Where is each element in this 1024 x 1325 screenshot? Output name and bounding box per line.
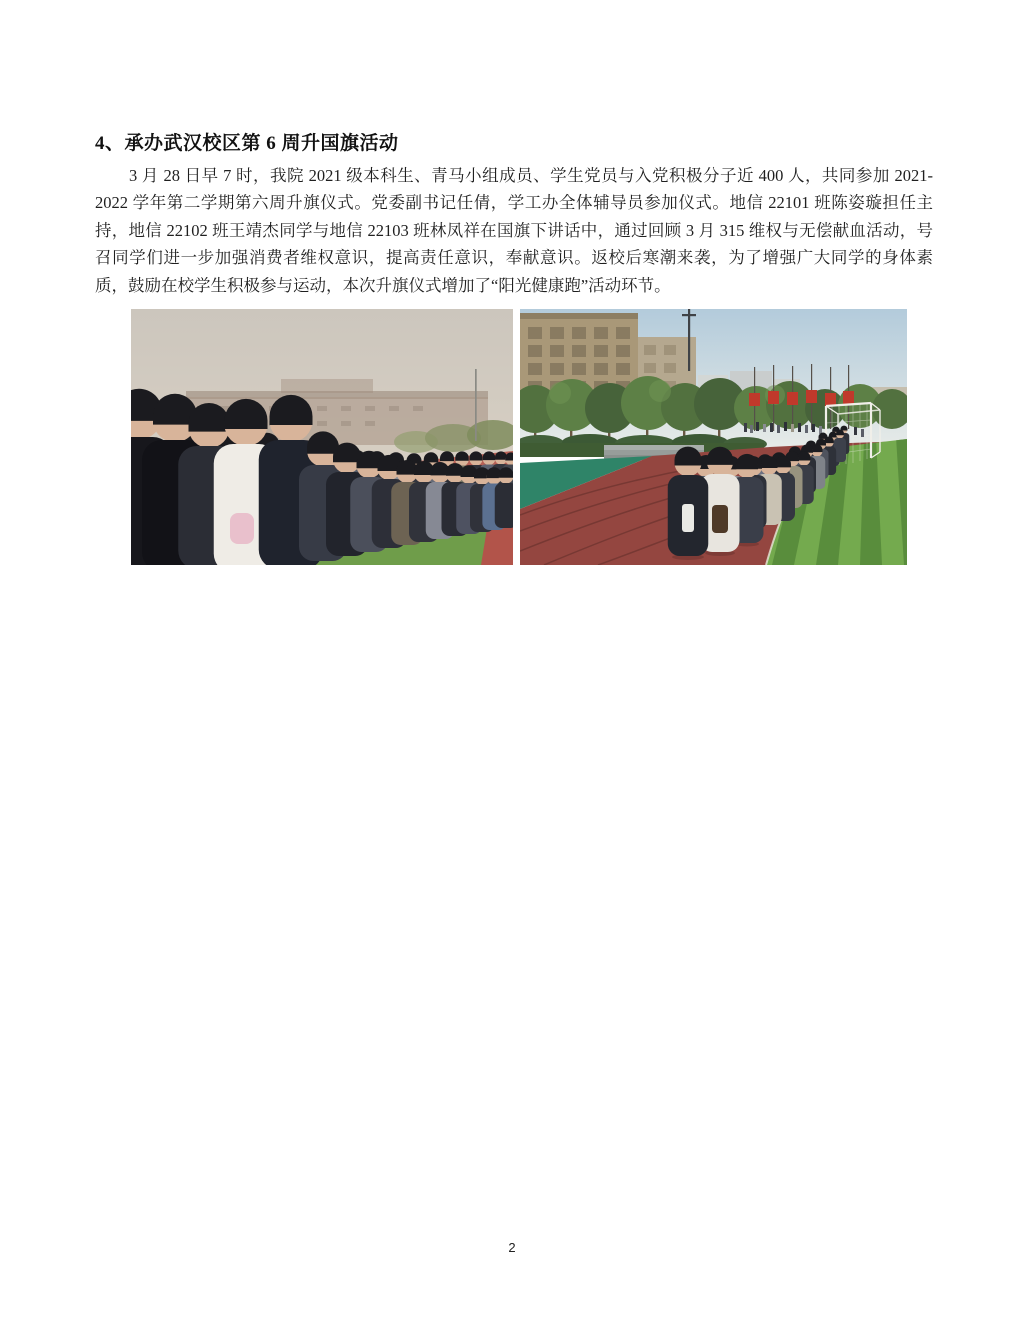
- body-paragraph: 3 月 28 日早 7 时，我院 2021 级本科生、青马小组成员、学生党员与入党积极分子近 400 人，共同参加 2021-2022 学年第二学期第六周升旗仪式。党委副书记任倩，学工办全体辅导员参加仪式。地信 22101 班陈姿璇担任主持，地信 22102 班王靖杰同学与地信 22103 班林凤祥在国旗下讲话中，通过回顾 3 月 315 维权与无偿献血活动，号召同学们进一步加强消费者维权意识，提高责任意识，奉献意识。返校后寒潮来袭，为了增强广大同学的身体素质，鼓励在校学生积极参与运动，本次升旗仪式增加了“阳光健康跑”活动环节。: [95, 166, 933, 295]
- page-number: 2: [508, 1240, 516, 1255]
- light-pole: [475, 369, 477, 441]
- section-heading: 4、承办武汉校区第 6 周升国旗活动: [95, 133, 399, 154]
- flag-ceremony-photo: [131, 309, 513, 565]
- brown-vest: [712, 505, 728, 533]
- white-shirt: [682, 504, 694, 532]
- flag-ceremony-illustration: [131, 309, 513, 565]
- sunshine-run-photo: [520, 309, 907, 565]
- pink-bag: [230, 513, 254, 544]
- sunshine-run-illustration: [520, 309, 907, 565]
